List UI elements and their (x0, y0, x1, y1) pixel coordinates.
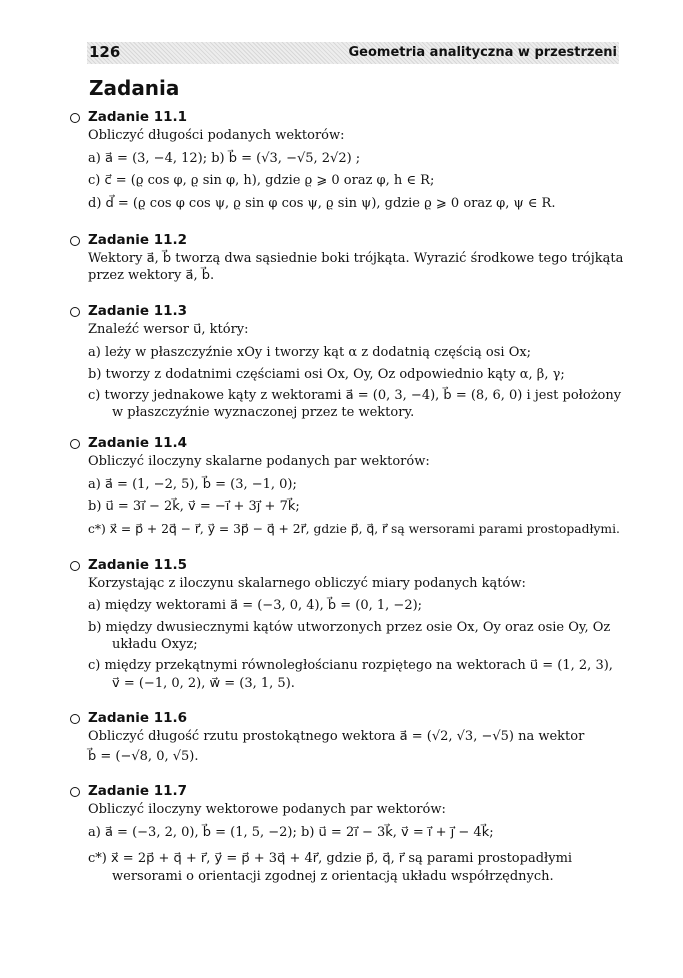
task-line: c*) x⃗ = p⃗ + 2q⃗ − r⃗, y⃗ = 3p⃗ − q⃗ + 2r⃗, gdzie p⃗, q⃗, r⃗ są wersorami parami prostopadłymi. (88, 522, 620, 536)
task-line: przez wektory a⃗, b⃗. (88, 268, 215, 283)
section-title: Zadania (89, 76, 180, 100)
task-line: Znaleźć wersor u⃗, który: (88, 322, 249, 337)
task-line: a) a⃗ = (3, −4, 12); b) b⃗ = (√3, −√5, 2√2) ; (88, 151, 361, 166)
task-line: b) tworzy z dodatnimi częściami osi Ox, Oy, Oz odpowiednio kąty α, β, γ; (88, 367, 565, 382)
task-line: Obliczyć długości podanych wektorów: (88, 128, 345, 143)
task-bullet-icon (70, 113, 80, 123)
task-line: układu Oxyz; (112, 637, 198, 652)
task-line: d) d⃗ = (ϱ cos φ cos ψ, ϱ sin φ cos ψ, ϱ sin ψ), gdzie ϱ ⩾ 0 oraz φ, ψ ∈ R. (88, 196, 556, 211)
task-line: c) c⃗ = (ϱ cos φ, ϱ sin φ, h), gdzie ϱ ⩾ 0 oraz φ, h ∈ R; (88, 173, 435, 188)
page-header (87, 42, 619, 64)
task-title: Zadanie 11.1 (88, 109, 188, 125)
task-line: b⃗ = (−√8, 0, √5). (88, 749, 199, 764)
task-line: a) a⃗ = (1, −2, 5), b⃗ = (3, −1, 0); (88, 477, 297, 492)
task-line: c*) x⃗ = 2p⃗ + q⃗ + r⃗, y⃗ = p⃗ + 3q⃗ + 4r⃗, gdzie p⃗, q⃗, r⃗ są parami prostopadłymi (88, 851, 573, 866)
task-bullet-icon (70, 787, 80, 797)
task-bullet-icon (70, 307, 80, 317)
page-number: 126 (89, 43, 121, 61)
task-title: Zadanie 11.4 (88, 435, 188, 451)
task-line: Korzystając z iloczynu skalarnego obliczyć miary podanych kątów: (88, 576, 526, 591)
task-line: wersorami o orientacji zgodnej z orientacją układu współrzędnych. (112, 869, 554, 884)
task-line: b) między dwusiecznymi kątów utworzonych przez osie Ox, Oy oraz osie Oy, Oz (88, 620, 611, 635)
task-line: b) u⃗ = 3i⃗ − 2k⃗, v⃗ = −i⃗ + 3j⃗ + 7k⃗; (88, 499, 300, 514)
task-title: Zadanie 11.5 (88, 557, 188, 573)
task-line: Obliczyć długość rzutu prostokątnego wektora a⃗ = (√2, √3, −√5) na wektor (88, 729, 585, 744)
task-title: Zadanie 11.7 (88, 783, 188, 799)
task-line: Obliczyć iloczyny skalarne podanych par wektorów: (88, 454, 430, 469)
task-line: a) między wektorami a⃗ = (−3, 0, 4), b⃗ = (0, 1, −2); (88, 598, 423, 613)
task-title: Zadanie 11.6 (88, 710, 188, 726)
task-line: a) leży w płaszczyźnie xOy i tworzy kąt α z dodatnią częścią osi Ox; (88, 345, 532, 360)
task-line: v⃗ = (−1, 0, 2), w⃗ = (3, 1, 5). (112, 676, 295, 691)
task-line: c) między przekątnymi równoległościanu rozpiętego na wektorach u⃗ = (1, 2, 3), (88, 658, 613, 673)
task-line: Wektory a⃗, b⃗ tworzą dwa sąsiednie boki trójkąta. Wyrazić środkowe tego trójkąta (88, 251, 624, 266)
task-title: Zadanie 11.2 (88, 232, 188, 248)
task-line: Obliczyć iloczyny wektorowe podanych par wektorów: (88, 802, 446, 817)
task-bullet-icon (70, 714, 80, 724)
chapter-title: Geometria analityczna w przestrzeni (348, 45, 617, 60)
task-bullet-icon (70, 561, 80, 571)
task-title: Zadanie 11.3 (88, 303, 188, 319)
task-bullet-icon (70, 236, 80, 246)
task-line: a) a⃗ = (−3, 2, 0), b⃗ = (1, 5, −2); b) u⃗ = 2i⃗ − 3k⃗, v⃗ = i⃗ + j⃗ − 4k⃗; (88, 825, 494, 840)
task-line: c) tworzy jednakowe kąty z wektorami a⃗ = (0, 3, −4), b⃗ = (8, 6, 0) i jest położony (88, 388, 622, 403)
task-line: w płaszczyźnie wyznaczonej przez te wektory. (112, 405, 415, 420)
task-bullet-icon (70, 439, 80, 449)
